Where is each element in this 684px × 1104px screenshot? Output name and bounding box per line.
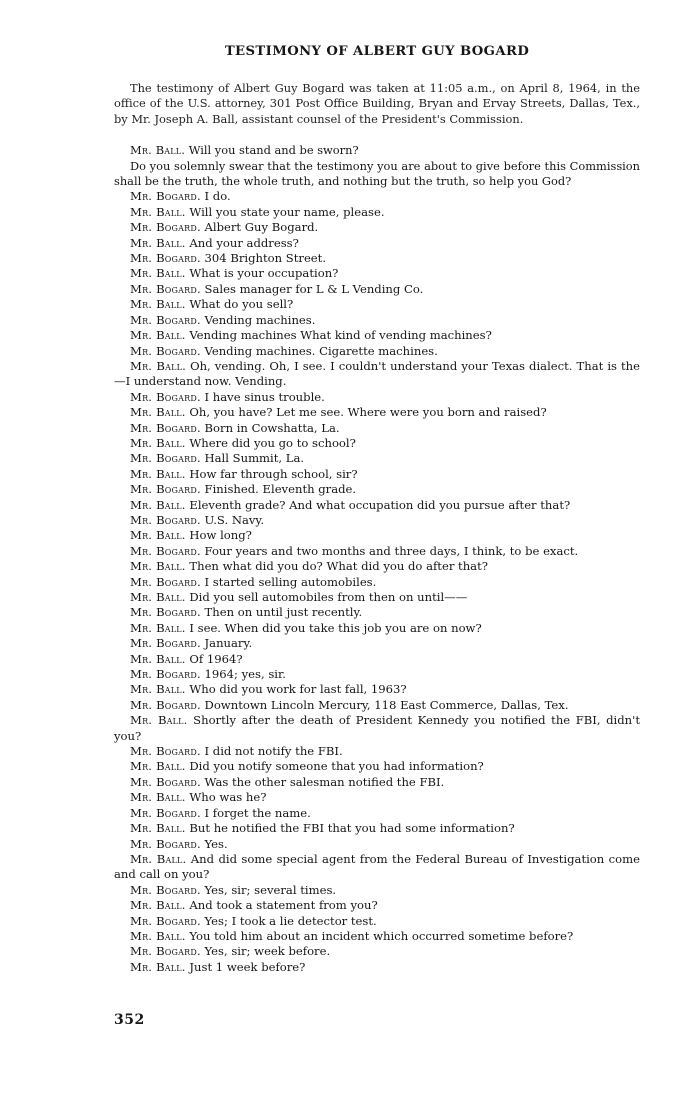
- speaker-label: Mr. Bogard.: [130, 774, 201, 789]
- utterance-text: And did some special agent from the Federal Bureau of Investigation come and call on you?: [114, 851, 640, 882]
- utterance-text: Shortly after the death of President Kennedy you notified the FBI, didn't you?: [114, 713, 640, 743]
- dialog-line: [114, 559, 640, 574]
- dialog-line: [114, 282, 640, 297]
- dialog-line: [114, 806, 640, 821]
- dialog-line: [114, 852, 640, 883]
- dialog-line: [114, 189, 640, 204]
- speaker-label: Mr. Ball.: [130, 821, 186, 836]
- utterance-text: January.: [204, 636, 253, 651]
- utterance-text: Born in Cowshatta, La.: [204, 420, 340, 435]
- dialog-line: [114, 944, 640, 959]
- utterance-text: Was the other salesman notified the FBI.: [204, 774, 445, 789]
- speaker-label: Mr. Bogard.: [130, 389, 201, 404]
- speaker-label: Mr. Bogard.: [130, 220, 201, 235]
- dialog-line: [114, 390, 640, 405]
- speaker-label: Mr. Bogard.: [130, 913, 201, 928]
- utterance-text: Downtown Lincoln Mercury, 118 East Commerce, Dallas, Tex.: [204, 697, 569, 712]
- speaker-label: Mr. Bogard.: [130, 805, 201, 820]
- utterance-text: I did not notify the FBI.: [204, 744, 343, 759]
- speaker-label: Mr. Bogard.: [130, 636, 201, 651]
- utterance-text: And took a statement from you?: [189, 898, 378, 913]
- dialog-line: [114, 421, 640, 436]
- utterance-text: Did you sell automobiles from then on until——: [189, 590, 468, 604]
- speaker-label: Mr. Ball.: [130, 898, 186, 913]
- dialog-line: [114, 775, 640, 790]
- speaker-label: Mr. Ball.: [130, 651, 186, 666]
- dialog-line: [114, 605, 640, 620]
- dialog-line: [114, 297, 640, 312]
- speaker-label: Mr. Bogard.: [130, 251, 201, 266]
- dialog-line: [114, 790, 640, 805]
- speaker-label: Mr. Bogard.: [130, 281, 201, 296]
- speaker-label: Mr. Bogard.: [130, 343, 201, 358]
- utterance-text: Yes, sir; several times.: [204, 882, 337, 897]
- dialog-line: [114, 251, 640, 266]
- dialog-line: [114, 621, 640, 636]
- dialog-line: [114, 544, 640, 559]
- speaker-label: Mr. Ball.: [130, 328, 186, 343]
- utterance-text: Vending machines.: [204, 312, 316, 327]
- utterance-text: Yes; I took a lie detector test.: [204, 913, 377, 928]
- speaker-label: Mr. Ball.: [130, 266, 186, 281]
- speaker-label: Mr. Ball.: [130, 851, 187, 866]
- utterance-text: Oh, you have? Let me see. Where were you born and raised?: [189, 405, 547, 420]
- speaker-label: Mr. Bogard.: [130, 312, 201, 327]
- speaker-label: Mr. Ball.: [130, 959, 186, 974]
- dialog-line: [114, 821, 640, 836]
- dialog-line: [114, 220, 640, 235]
- speaker-label: Mr. Ball.: [130, 620, 186, 635]
- dialog-line: [114, 266, 640, 281]
- dialog-line: [114, 636, 640, 651]
- dialog-line: [114, 652, 640, 667]
- utterance-text: Finished. Eleventh grade.: [204, 482, 357, 497]
- utterance-text: Will you state your name, please.: [189, 204, 385, 219]
- dialog-line: [114, 590, 640, 605]
- dialog-line: [114, 498, 640, 513]
- speaker-label: Mr. Ball.: [130, 358, 187, 373]
- utterance-text: Who did you work for last fall, 1963?: [189, 682, 407, 697]
- speaker-label: Mr. Bogard.: [130, 482, 201, 497]
- speaker-label: Mr. Bogard.: [130, 667, 201, 682]
- speaker-label: Mr. Ball.: [130, 590, 186, 604]
- speaker-label: Mr. Ball.: [130, 435, 186, 450]
- speaker-label: Mr. Bogard.: [130, 944, 201, 959]
- dialog-line: [114, 744, 640, 759]
- utterance-text: Then what did you do? What did you do after that?: [189, 559, 488, 574]
- speaker-label: Mr. Ball.: [130, 466, 186, 481]
- utterance-text: I forget the name.: [204, 805, 311, 820]
- utterance-text: Will you stand and be sworn?: [188, 143, 359, 158]
- utterance-text: 304 Brighton Street.: [204, 251, 327, 266]
- dialog-line: [114, 759, 640, 774]
- speaker-label: Mr. Ball.: [130, 928, 186, 943]
- speaker-label: Mr. Ball.: [130, 143, 186, 158]
- utterance-text: Did you notify someone that you had information?: [189, 759, 484, 774]
- utterance-text: Vending machines. Cigarette machines.: [204, 343, 438, 358]
- utterance-text: How long?: [189, 528, 252, 543]
- oath-line: [114, 159, 640, 190]
- speaker-label: Mr. Ball.: [130, 497, 186, 512]
- document-page: [114, 44, 640, 975]
- utterance-text: Where did you go to school?: [189, 435, 356, 450]
- dialog-line: [114, 898, 640, 913]
- speaker-label: Mr. Ball.: [130, 235, 186, 250]
- oath-line: [114, 143, 640, 158]
- dialog-line: [114, 482, 640, 497]
- dialog-line: [114, 205, 640, 220]
- utterance-text: What is your occupation?: [189, 266, 339, 281]
- dialog-line: [114, 359, 640, 390]
- speaker-label: Mr. Bogard.: [130, 605, 201, 620]
- speaker-label: Mr. Ball.: [130, 559, 186, 574]
- dialog-line: [114, 914, 640, 929]
- dialog-line: [114, 713, 640, 744]
- utterance-text: Sales manager for L & L Vending Co.: [204, 281, 424, 296]
- dialog-line: [114, 883, 640, 898]
- utterance-text: Then on until just recently.: [204, 605, 363, 620]
- speaker-label: Mr. Bogard.: [130, 451, 201, 466]
- oath-section: [114, 143, 640, 189]
- utterance-text: Who was he?: [189, 790, 267, 805]
- dialog-line: [114, 837, 640, 852]
- dialog-line: [114, 344, 640, 359]
- dialog-line: [114, 328, 640, 343]
- dialog-line: [114, 667, 640, 682]
- utterance-text: Four years and two months and three days, I think, to be exact.: [204, 543, 579, 558]
- speaker-label: Mr. Ball.: [130, 682, 186, 697]
- utterance-text: You told him about an incident which occurred sometime before?: [189, 928, 574, 943]
- speaker-label: Mr. Ball.: [130, 759, 186, 774]
- speaker-label: Mr. Ball.: [130, 713, 188, 728]
- speaker-label: Mr. Bogard.: [130, 543, 201, 558]
- speaker-label: Mr. Bogard.: [130, 882, 201, 897]
- utterance-text: Hall Summit, La.: [204, 451, 305, 466]
- dialog-line: [114, 682, 640, 697]
- dialog-line: [114, 405, 640, 420]
- speaker-label: Mr. Bogard.: [130, 420, 201, 435]
- testimony-dialog: [114, 189, 640, 975]
- speaker-label: Mr. Ball.: [130, 790, 186, 805]
- dialog-line: [114, 698, 640, 713]
- speaker-label: Mr. Ball.: [130, 297, 186, 312]
- utterance-text: Albert Guy Bogard.: [204, 220, 319, 235]
- dialog-line: [114, 528, 640, 543]
- utterance-text: But he notified the FBI that you had some information?: [189, 821, 515, 836]
- utterance-text: 1964; yes, sir.: [204, 667, 286, 682]
- utterance-text: What do you sell?: [189, 297, 294, 312]
- dialog-line: [114, 929, 640, 944]
- utterance-text: Yes.: [204, 836, 228, 851]
- utterance-text: I do.: [204, 189, 231, 204]
- utterance-text: Do you solemnly swear that the testimony you are about to give before this Commission shall be the truth, the whole truth, and nothing but the truth, so help you God?: [114, 158, 640, 189]
- utterance-text: Yes, sir; week before.: [204, 944, 331, 959]
- dialog-line: [114, 513, 640, 528]
- dialog-line: [114, 451, 640, 466]
- speaker-label: Mr. Bogard.: [130, 512, 201, 527]
- speaker-label: Mr. Ball.: [130, 528, 186, 543]
- intro-paragraph: The testimony of Albert Guy Bogard was taken at 11:05 a.m., on April 8, 1964, in the office of the U.S. attorney, 301 Post Office Building, Bryan and Ervay Streets, Dallas, Tex., by Mr. Joseph A. Ball, assistant counsel of the President's Commission.: [114, 81, 640, 126]
- speaker-label: Mr. Bogard.: [130, 836, 201, 851]
- utterance-text: Eleventh grade? And what occupation did you pursue after that?: [189, 497, 571, 512]
- utterance-text: Just 1 week before?: [189, 959, 306, 974]
- utterance-text: Oh, vending. Oh, I see. I couldn't understand your Texas dialect. That is the—I understand now. Vending.: [114, 358, 640, 389]
- page-title: TESTIMONY OF ALBERT GUY BOGARD: [224, 44, 530, 59]
- dialog-line: [114, 313, 640, 328]
- dialog-line: [114, 436, 640, 451]
- speaker-label: Mr. Bogard.: [130, 189, 201, 204]
- dialog-line: [114, 575, 640, 590]
- page-number: 352: [114, 1012, 145, 1028]
- speaker-label: Mr. Ball.: [130, 405, 186, 420]
- speaker-label: Mr. Bogard.: [130, 697, 201, 712]
- dialog-line: [114, 960, 640, 975]
- utterance-text: I have sinus trouble.: [204, 389, 325, 404]
- utterance-text: How far through school, sir?: [189, 466, 358, 481]
- utterance-text: I see. When did you take this job you are on now?: [189, 620, 482, 635]
- utterance-text: Of 1964?: [189, 651, 243, 666]
- dialog-line: [114, 467, 640, 482]
- utterance-text: And your address?: [189, 235, 299, 250]
- speaker-label: Mr. Bogard.: [130, 574, 201, 589]
- speaker-label: Mr. Bogard.: [130, 744, 201, 759]
- speaker-label: Mr. Ball.: [130, 204, 186, 219]
- dialog-line: [114, 236, 640, 251]
- utterance-text: Vending machines What kind of vending machines?: [189, 328, 492, 343]
- utterance-text: I started selling automobiles.: [204, 574, 377, 589]
- utterance-text: U.S. Navy.: [204, 512, 265, 527]
